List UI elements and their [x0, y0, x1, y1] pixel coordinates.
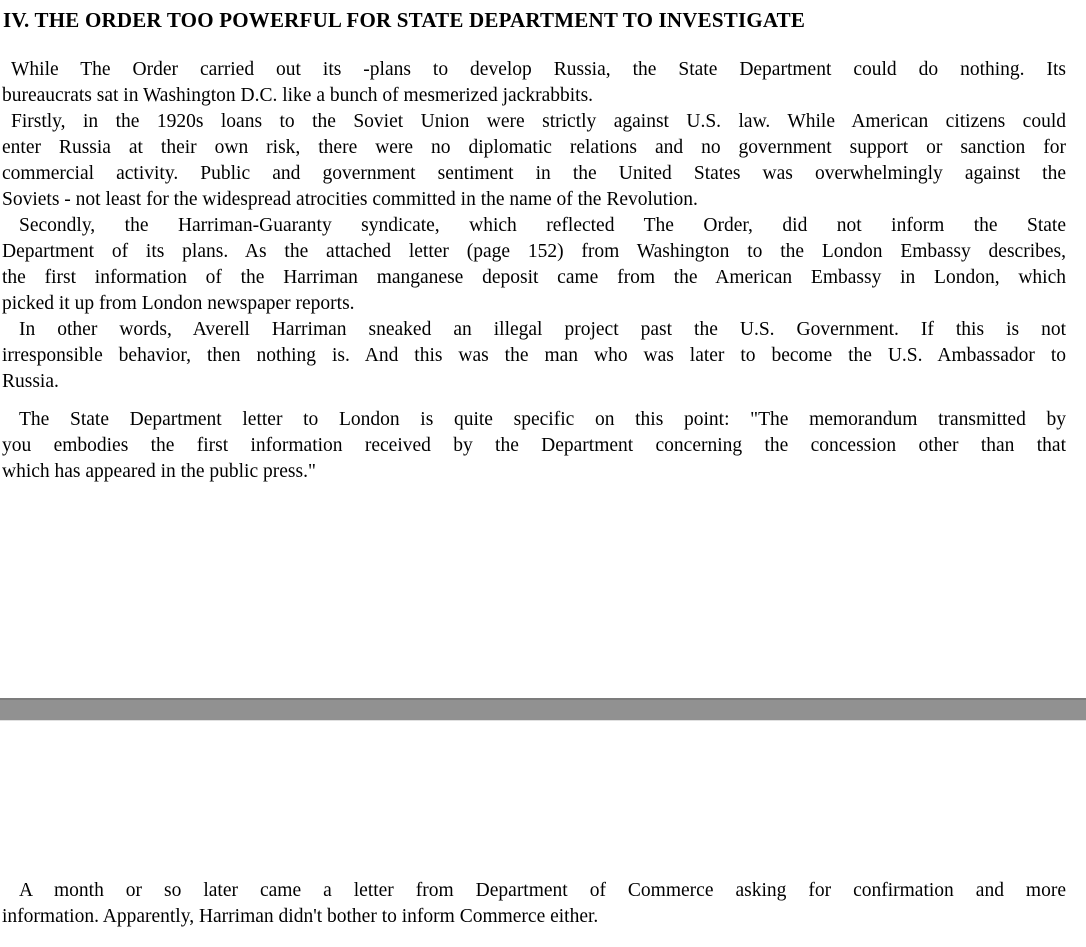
separator-bar — [0, 698, 1086, 721]
text-line: Soviets - not least for the widespread atrocities committed in the name of the Revolution. — [2, 189, 698, 210]
text-line: A month or so later came a letter from Department of Commerce asking for confirmation and more — [19, 880, 1066, 901]
text-line: Department of its plans. As the attached letter (page 152) from Washington to the London Embassy describes, — [2, 241, 1066, 262]
paragraph — [2, 878, 1066, 930]
text-line: In other words, Averell Harriman sneaked an illegal project past the U.S. Government. If this is not — [19, 319, 1066, 340]
paragraph — [2, 317, 1066, 395]
text-line: Russia. — [2, 371, 59, 392]
text-line: you embodies the first information received by the Department concerning the concession other than that — [2, 435, 1066, 456]
paragraph — [2, 109, 1066, 213]
paragraph — [2, 407, 1066, 485]
text-line: irresponsible behavior, then nothing is. And this was the man who was later to become the U.S. Ambassador to — [2, 345, 1066, 366]
text-line: which has appeared in the public press." — [2, 461, 316, 482]
text-line: bureaucrats sat in Washington D.C. like a bunch of mesmerized jackrabbits. — [2, 85, 594, 106]
text-line: Secondly, the Harriman-Guaranty syndicate, which reflected The Order, did not inform the State — [19, 215, 1066, 236]
text-line: The State Department letter to London is quite specific on this point: "The memorandum transmitted by — [19, 409, 1066, 430]
text-line: information. Apparently, Harriman didn't bother to inform Commerce either. — [2, 906, 599, 927]
section-heading: IV. THE ORDER TOO POWERFUL FOR STATE DEPARTMENT TO INVESTIGATE — [3, 8, 806, 32]
paragraph — [2, 213, 1066, 317]
text-line: the first information of the Harriman manganese deposit came from the American Embassy in London, which — [2, 267, 1066, 288]
paragraph — [2, 57, 1066, 109]
text-line: enter Russia at their own risk, there were no diplomatic relations and no government support or sanction for — [2, 137, 1066, 158]
text-line: picked it up from London newspaper reports. — [2, 293, 355, 314]
text-line: commercial activity. Public and government sentiment in the United States was overwhelmingly against the — [2, 163, 1066, 184]
text-block-bottom — [0, 878, 1086, 930]
text-line: Firstly, in the 1920s loans to the Soviet Union were strictly against U.S. law. While American citizens could — [11, 111, 1066, 132]
text-block-top — [0, 57, 1086, 485]
text-line: While The Order carried out its -plans to develop Russia, the State Department could do nothing. Its — [11, 59, 1066, 80]
